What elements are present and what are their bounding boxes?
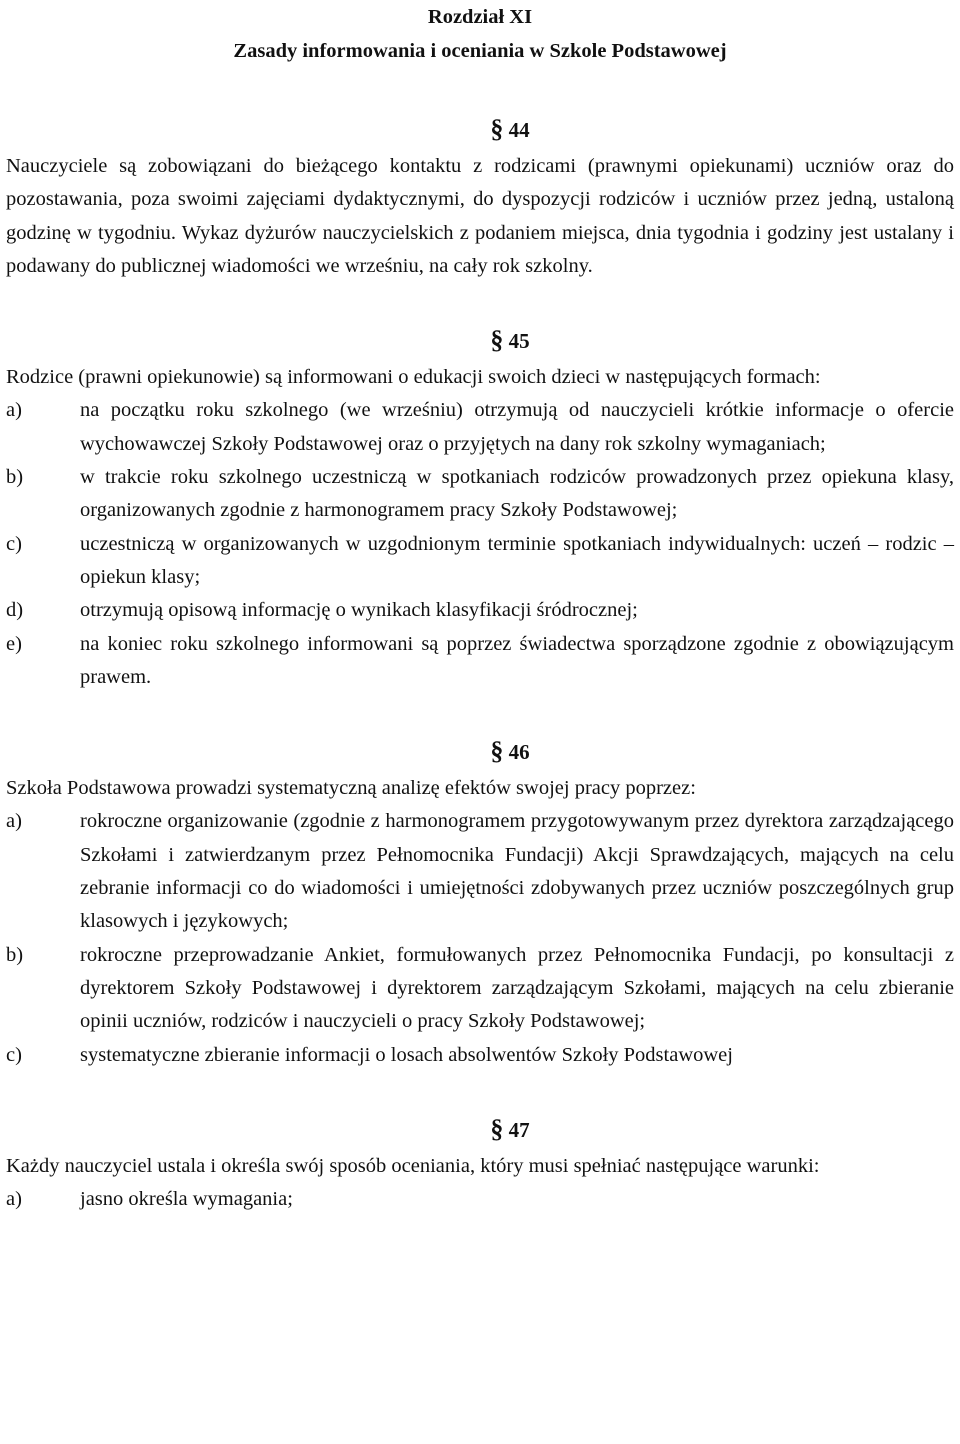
section-heading [6,323,954,357]
section-47 [6,1112,954,1217]
section-45 [6,323,954,694]
section-text: Szkoła Podstawowa prowadzi systematyczną analizę efektów swojej pracy poprzez: [6,777,696,800]
paragraph-sign: § [490,736,504,766]
list-item-text: otrzymują opisową informację o wynikach klasyfikacji śródrocznej; [80,599,638,622]
section-44 [6,112,954,283]
list-item [6,939,954,1039]
paragraph-sign: § [490,325,504,355]
section-heading [6,1112,954,1146]
list-marker: b) [6,466,24,489]
list-item-text: na początku roku szkolnego (we wrześniu) otrzymują od nauczycieli krótkie informacje o ofercie wychowawczej Szkoły Podstawowej oraz o przyjętych na dany rok szkolny wymaganiach; [80,399,954,455]
list-marker: d) [6,599,24,622]
list-marker: a) [6,810,22,833]
list-marker: e) [6,632,22,655]
section-number: 46 [508,740,530,765]
section-heading [6,112,954,146]
list-item [6,394,954,461]
chapter-number: Rozdział XI [427,6,533,28]
list-item [6,1039,954,1072]
chapter-title: Zasady informowania i oceniania w Szkole Podstawowej [233,40,727,62]
list-item-text: jasno określa wymagania; [80,1188,293,1211]
section-text: Każdy nauczyciel ustala i określa swój sposób oceniania, który musi spełniać następujące warunki: [6,1154,820,1177]
list-marker: c) [6,1043,22,1066]
section-text: Rodzice (prawni opiekunowie) są informowani o edukacji swoich dzieci w następujących formach: [6,366,821,389]
section-list [6,1183,954,1216]
list-item-text: systematyczne zbieranie informacji o losach absolwentów Szkoły Podstawowej [80,1043,733,1066]
paragraph-sign: § [490,114,504,143]
section-list [6,394,954,694]
list-item [6,461,954,528]
list-marker: c) [6,532,22,555]
section-list [6,805,954,1071]
list-marker: a) [6,1188,22,1211]
list-item [6,1183,954,1216]
section-number: 47 [508,1117,530,1142]
list-marker: a) [6,399,22,422]
section-heading [6,734,954,768]
section-number: 45 [508,329,530,354]
section-46 [6,734,954,1072]
list-item-text: na koniec roku szkolnego informowani są poprzez świadectwa sporządzone zgodnie z obowiązującym prawem. [80,632,954,688]
list-item [6,528,954,595]
list-item [6,805,954,938]
list-item-text: rokroczne przeprowadzanie Ankiet, formułowanych przez Pełnomocnika Fundacji, po konsultacji z dyrektorem Szkoły Podstawowej i dyrektorem zarządzającym Szkołami, mających na celu zbieranie opinii uczniów, rodziców i nauczycieli o pracy Szkoły Podstawowej; [80,943,954,1033]
section-number: 44 [508,118,530,142]
list-item-text: rokroczne organizowanie (zgodnie z harmonogramem przygotowywanym przez dyrektora zarządzającego Szkołami i zatwierdzanym przez Pełnomocnika Fundacji) Akcji Sprawdzających, mających na celu zebranie informacji co do wiadomości i umiejętności zdobywanych przez uczniów poszczególnych grup klasowych i językowych; [80,810,954,933]
list-item-text: w trakcie roku szkolnego uczestniczą w spotkaniach rodziców prowadzonych przez opiekuna klasy, organizowanych zgodnie z harmonogramem pracy Szkoły Podstawowej; [80,466,954,522]
list-item [6,628,954,695]
list-marker: b) [6,943,24,966]
paragraph-sign: § [490,1113,504,1143]
section-text: Nauczyciele są zobowiązani do bieżącego kontaktu z rodzicami (prawnymi opiekunami) uczniów oraz do pozostawania, poza swoimi zajęciami dydaktycznymi, do dyspozycji rodziców i uczniów przez jedną, ustaloną godzinę w tygodniu. Wykaz dyżurów nauczycielskich z podaniem miejsca, dnia tygodnia i godziny jest ustalany i podawany do publicznej wiadomości we wrześniu, na cały rok szkolny. [6,155,954,277]
list-item-text: uczestniczą w organizowanych w uzgodnionym terminie spotkaniach indywidualnych: uczeń – rodzic – opiekun klasy; [80,532,954,588]
list-item [6,594,954,627]
